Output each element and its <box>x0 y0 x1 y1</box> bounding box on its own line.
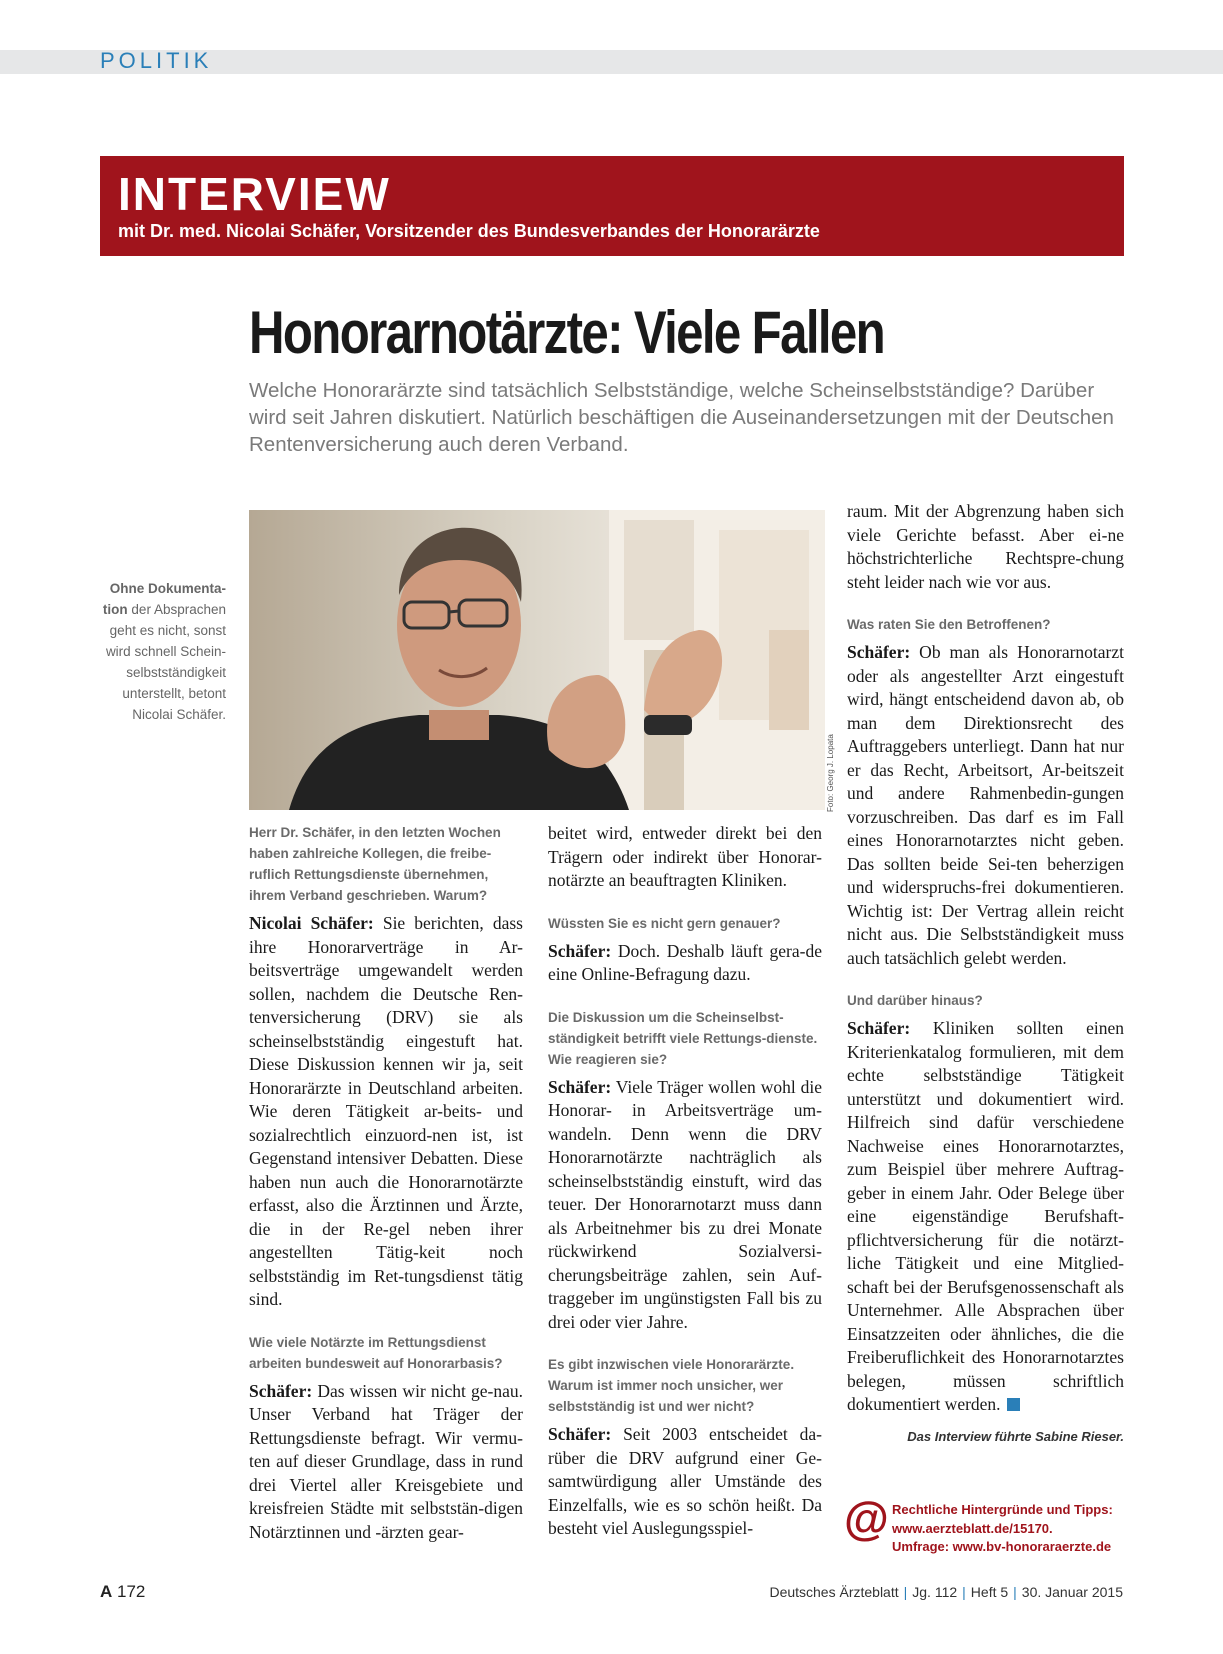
speaker: Schäfer: <box>548 1424 612 1444</box>
question: Wie viele Notärzte im Rettungsdienst arbeiten bundesweit auf Honorarbasis? <box>249 1334 503 1371</box>
article-lead: Welche Honorarärzte sind tatsächlich Selbstständige, welche Scheinselbstständige? Darüber wird seit Jahren diskutiert. Natürlich beschäftigen die Auseinandersetzungen mit der Deutschen Rentenversicherung auch deren Verband. <box>249 379 1114 456</box>
answer-text: Doch. Deshalb läuft gera-de eine Online-Befragung dazu. <box>548 940 822 984</box>
question: Die Diskussion um die Scheinselbst-ständigkeit betrifft viele Rettungs-dienste. Wie reagieren sie? <box>548 1009 818 1067</box>
question: Herr Dr. Schäfer, in den letzten Wochen haben zahlreiche Kollegen, die freibe-ruflich Rettungsdienste übernehmen, ihrem Verband geschrieben. Warum? <box>249 825 501 903</box>
journal-name: Deutsches Ärzteblatt <box>769 1584 899 1600</box>
section-label: POLITIK <box>100 48 213 73</box>
answer-text: Das wissen wir nicht ge-nau. Unser Verband hat Träger der Rettungsdienste befragt. Wir vermu-ten auf dieser Grundlage, dass in rund drei Viertel aller Kreisgebiete und kreisfreien Städte mit selbststän-digen Notärztinnen und -ärzten gear- <box>249 1380 523 1542</box>
links-heading: Rechtliche Hintergründe und Tipps: <box>892 1502 1113 1517</box>
answer-text: Ob man als Honorarnotarzt oder als angestellter Arzt eingestuft wird, hängt entscheidend davon ab, ob man dem Direktionsrecht des Auftraggebers unterliegt. Dann hat nur er das Recht, Arbeitsort, Ar-beitszeit und andere Rahmenbedin-gungen vorzuschreiben. Das darf es im Fall eines Honorarnotarztes nicht geben. Das sollten beide Sei-ten beherzigen und widerspruchs-frei dokumentieren. Wichtig ist: Der Vertrag allein reicht nicht aus. Die Selbstständigkeit muss auch tatsächlich gelebt werden. <box>847 642 1124 968</box>
journal-volume: Jg. 112 <box>912 1584 958 1600</box>
answer-continued: raum. Mit der Abgrenzung haben sich viele Gerichte befasst. Aber ei-ne höchstrichterliche Rechtspre-chung steht leider nach wie vor aus. <box>847 501 1124 592</box>
answer <box>249 912 523 1312</box>
at-icon: @ <box>844 1492 889 1544</box>
caption-bold: Ohne Dokumenta- tion <box>102 581 226 617</box>
answer <box>847 641 1124 970</box>
page-prefix: A <box>100 1582 113 1601</box>
interview-signature: Das Interview führte Sabine Rieser. <box>907 1428 1124 1444</box>
end-mark-icon <box>1007 1398 1020 1411</box>
question: Und darüber hinaus? <box>847 993 983 1008</box>
speaker: Schäfer: <box>548 1076 612 1097</box>
footer-citation: Deutsches Ärzteblatt | Jg. 112 | Heft 5 | 30. Januar 2015 <box>769 1584 1123 1600</box>
speaker: Schäfer: <box>548 940 612 961</box>
answer-text: Viele Träger wollen wohl die Honorar- in Arbeitsverträge um-wandeln. Denn wenn die DRV Honorarnotärzte nachträglich als scheinselbstständig einstuft, wird das teuer. Der Honorarnotarzt muss dann als Arbeitnehmer bis zu drei Monate rückwirkend Sozialversi-cherungsbeiträge zahlen, sein Auf-traggeber im ungünstigsten Fall bis zu drei oder vier Jahre. <box>548 1076 822 1332</box>
page-number-value: 172 <box>117 1582 146 1601</box>
speaker: Nicolai Schäfer: <box>249 913 374 933</box>
portrait-illustration <box>249 510 825 810</box>
link-aerzteblatt[interactable]: www.aerzteblatt.de/15170. <box>892 1520 1053 1536</box>
answer <box>548 1076 822 1335</box>
link-survey[interactable]: Umfrage: www.bv-honoraraerzte.de <box>892 1539 1112 1554</box>
speaker: Schäfer: <box>847 642 911 662</box>
answer <box>548 940 822 987</box>
banner-subtitle: mit Dr. med. Nicolai Schäfer, Vorsitzender des Bundesverbandes der Honorarärzte <box>118 221 820 241</box>
answer-continued: beitet wird, entweder direkt bei den Trägern oder indirekt über Honorar-notärzte an beauftragten Kliniken. <box>548 823 822 890</box>
column-3 <box>847 500 1124 1448</box>
speaker: Schäfer: <box>249 1380 313 1401</box>
page-number <box>100 1582 145 1602</box>
portrait-photo <box>249 510 825 810</box>
journal-date: 30. Januar 2015 <box>1021 1584 1123 1600</box>
related-links <box>844 1492 1124 1557</box>
answer-text: Kliniken sollten einen Kriterienkatalog formulieren, mit dem echte selbstständige Tätigkeit unterstützt und dokumentiert wird. Hilfreich sind dafür verschiedene Nachweise eines Honorarnotarztes, zum Beispiel über mehrere Auftrag-geber in einem Jahr. Oder Belege über eine eigenständige Berufshaft-pflichtversicherung für die notärzt-liche Tätigkeit und eine Mitglied-schaft bei der Berufsgenossenschaft als Unternehmer. Alle Absprachen über Einsatzzeiten oder ähnliches, die die Freiberuflichkeit des Honorarnotarztes belegen, müssen schriftlich dokumentiert werden. <box>847 1018 1124 1414</box>
question: Was raten Sie den Betroffenen? <box>847 617 1051 632</box>
banner-title: INTERVIEW <box>118 168 391 220</box>
answer-text: Seit 2003 entscheidet da-rüber die DRV aufgrund einer Ge-samtwürdigung aller Umstände des Einzelfalls, wie es so schön heißt. Da besteht viel Auslegungsspiel- <box>548 1424 822 1538</box>
answer <box>847 1017 1124 1417</box>
journal-issue: Heft 5 <box>970 1584 1009 1600</box>
answer <box>548 1423 822 1541</box>
caption-text: der Absprachen geht es nicht, sonst wird schnell Schein-selbstständigkeit unterstellt, betont Nicolai Schäfer. <box>105 602 226 722</box>
photo-caption <box>92 578 226 725</box>
photo-credit: Foto: Georg J. Lopata <box>826 734 835 812</box>
column-1 <box>249 822 523 1544</box>
column-2 <box>548 822 822 1541</box>
speaker: Schäfer: <box>847 1018 911 1038</box>
question: Wüssten Sie es nicht gern genauer? <box>548 915 781 931</box>
links-text <box>892 1501 1113 1557</box>
answer <box>249 1380 523 1545</box>
answer-text: Sie berichten, dass ihre Honorarverträge in Ar-beitsverträge umgewandelt werden sollen, nachdem die Deutsche Ren-tenversicherung (DRV) sie als scheinselbstständig eingestuft hat. Diese Diskussion kennen wir ja, seit Honorarärzte in Deutschland arbeiten. Wie deren Tätigkeit ar-beits- und sozialrechtlich einzuord-nen ist, ist Gegenstand intensiver Debatten. Diese haben nun auch die Honorarnotärzte erfasst, also die Ärztinnen und Ärzte, die in der Re-gel neben ihrer angestellten Tätig-keit noch selbstständig im Ret-tungsdienst tätig sind. <box>249 913 523 1309</box>
article-headline: Honorarnotärzte: Viele Fallen <box>249 299 885 366</box>
question: Es gibt inzwischen viele Honorarärzte. Warum ist immer noch unsicher, wer selbstständig ist und wer nicht? <box>548 1357 795 1414</box>
interview-banner <box>100 156 1124 256</box>
